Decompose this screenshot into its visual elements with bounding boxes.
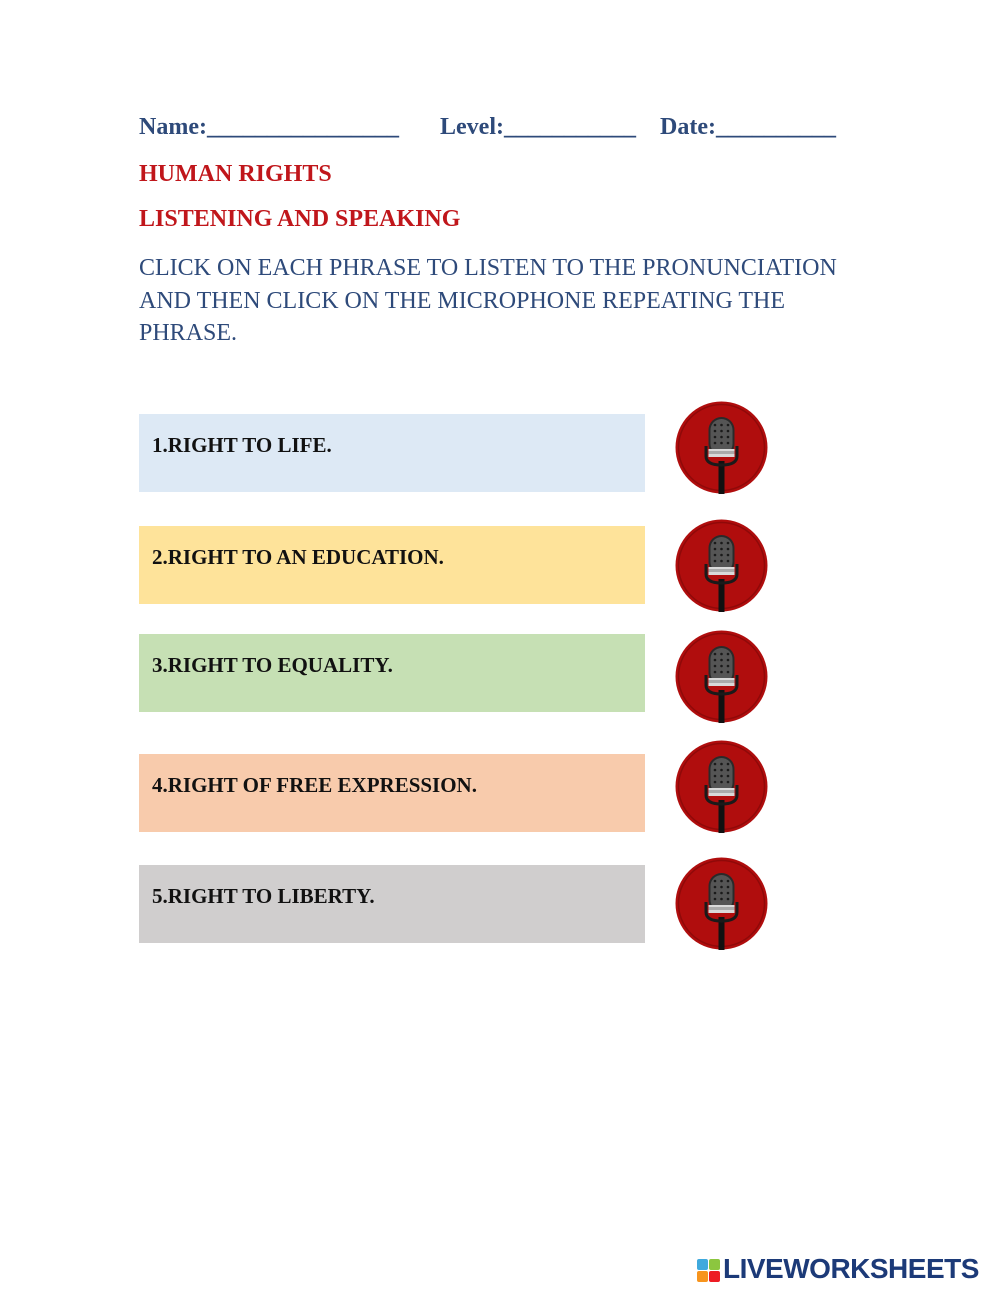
- phrase-2-audio-button[interactable]: [139, 526, 645, 604]
- microphone-icon: [675, 519, 768, 612]
- microphone-button-3[interactable]: [675, 630, 768, 723]
- microphone-icon: [675, 630, 768, 723]
- section-title: LISTENING AND SPEAKING: [139, 206, 461, 232]
- liveworksheets-logo-icon: [697, 1259, 721, 1283]
- name-field: Name:________________: [139, 114, 399, 140]
- level-field: Level:___________: [440, 114, 636, 140]
- microphone-icon: [675, 857, 768, 950]
- phrase-3-audio-button[interactable]: [139, 634, 645, 712]
- phrase-5-audio-button[interactable]: [139, 865, 645, 943]
- liveworksheets-logo: [697, 1253, 997, 1287]
- microphone-icon: [675, 401, 768, 494]
- microphone-button-5[interactable]: [675, 857, 768, 950]
- logo-text: LIVEWORKSHEETS: [723, 1253, 979, 1284]
- phrase-label: 1.RIGHT TO LIFE.: [152, 433, 332, 457]
- student-info-header: [139, 114, 859, 148]
- phrase-label: 4.RIGHT OF FREE EXPRESSION.: [152, 773, 477, 797]
- phrase-4-audio-button[interactable]: [139, 754, 645, 832]
- microphone-button-2[interactable]: [675, 519, 768, 612]
- date-field: Date:__________: [660, 114, 836, 140]
- topic-title: HUMAN RIGHTS: [139, 161, 332, 187]
- instructions-text: CLICK ON EACH PHRASE TO LISTEN TO THE PRONUNCIATION AND THEN CLICK ON THE MICROPHONE REPEATING THE PHRASE.: [139, 255, 837, 346]
- microphone-button-4[interactable]: [675, 740, 768, 833]
- microphone-icon: [675, 740, 768, 833]
- phrase-label: 5.RIGHT TO LIBERTY.: [152, 884, 375, 908]
- phrase-label: 2.RIGHT TO AN EDUCATION.: [152, 545, 444, 569]
- microphone-button-1[interactable]: [675, 401, 768, 494]
- phrase-label: 3.RIGHT TO EQUALITY.: [152, 653, 393, 677]
- phrase-1-audio-button[interactable]: [139, 414, 645, 492]
